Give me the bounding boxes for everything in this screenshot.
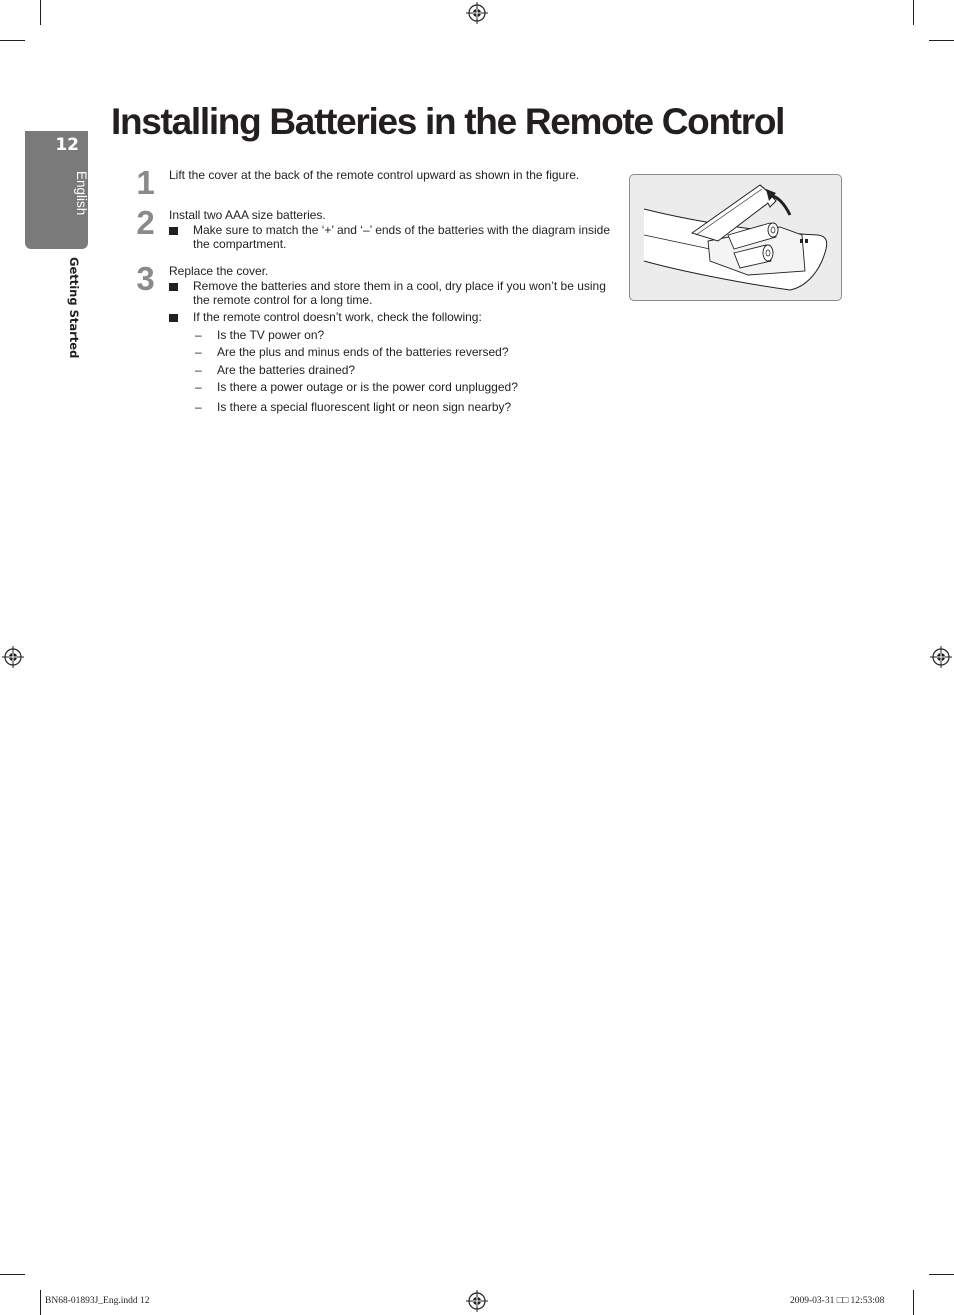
- crop-mark: [40, 1290, 41, 1315]
- bullet-icon: [169, 283, 178, 291]
- footer-timestamp: 2009-03-31 □□ 12:53:08: [790, 1296, 885, 1306]
- checklist-item: Is there a power outage or is the power cord unplugged?: [217, 380, 518, 394]
- checklist-item: Are the batteries drained?: [217, 363, 356, 377]
- registration-mark-icon: [2, 646, 24, 668]
- step-text: Lift the cover at the back of the remote control upward as shown in the figure.: [169, 168, 580, 182]
- checklist-item: Is there a special fluorescent light or neon sign nearby?: [217, 400, 512, 414]
- checklist-item: Is the TV power on?: [217, 328, 325, 342]
- page-title: Installing Batteries in the Remote Control: [111, 101, 785, 142]
- step-number: 2: [136, 204, 154, 241]
- bullet-icon: [169, 314, 178, 322]
- note-line: Make sure to match the ‘+’ and ‘–’ ends of the batteries with the diagram inside: [193, 223, 611, 237]
- crop-mark: [929, 1274, 954, 1275]
- dash-icon: –: [195, 328, 202, 342]
- remote-battery-illustration: [629, 174, 842, 301]
- section-label: Getting Started: [67, 257, 81, 359]
- remote-control-icon: [630, 175, 841, 300]
- dash-icon: –: [195, 380, 202, 394]
- registration-mark-icon: [466, 2, 488, 24]
- crop-mark: [913, 1290, 914, 1315]
- registration-mark-icon: [466, 1290, 488, 1312]
- note-line: the compartment.: [193, 237, 287, 251]
- checklist-item: Are the plus and minus ends of the batteries reversed?: [217, 345, 509, 359]
- page-number: 12: [55, 135, 79, 155]
- crop-mark: [929, 40, 954, 41]
- crop-mark: [0, 40, 25, 41]
- footer-filename: BN68-01893J_Eng.indd 12: [45, 1296, 150, 1306]
- note-line: If the remote control doesn’t work, check the following:: [193, 310, 482, 324]
- bullet-icon: [169, 227, 178, 235]
- step-number: 1: [136, 164, 154, 201]
- step-text: Replace the cover.: [169, 264, 269, 278]
- step-number: 3: [136, 260, 154, 297]
- step-text: Install two AAA size batteries.: [169, 208, 326, 222]
- dash-icon: –: [195, 400, 202, 414]
- chapter-tab: [25, 131, 88, 249]
- crop-mark: [40, 0, 41, 25]
- crop-mark: [913, 0, 914, 25]
- dash-icon: –: [195, 345, 202, 359]
- crop-mark: [0, 1274, 25, 1275]
- dash-icon: –: [195, 363, 202, 377]
- registration-mark-icon: [930, 646, 952, 668]
- language-label: English: [74, 171, 89, 216]
- note-line: the remote control for a long time.: [193, 293, 373, 307]
- note-line: Remove the batteries and store them in a cool, dry place if you won’t be using: [193, 279, 606, 293]
